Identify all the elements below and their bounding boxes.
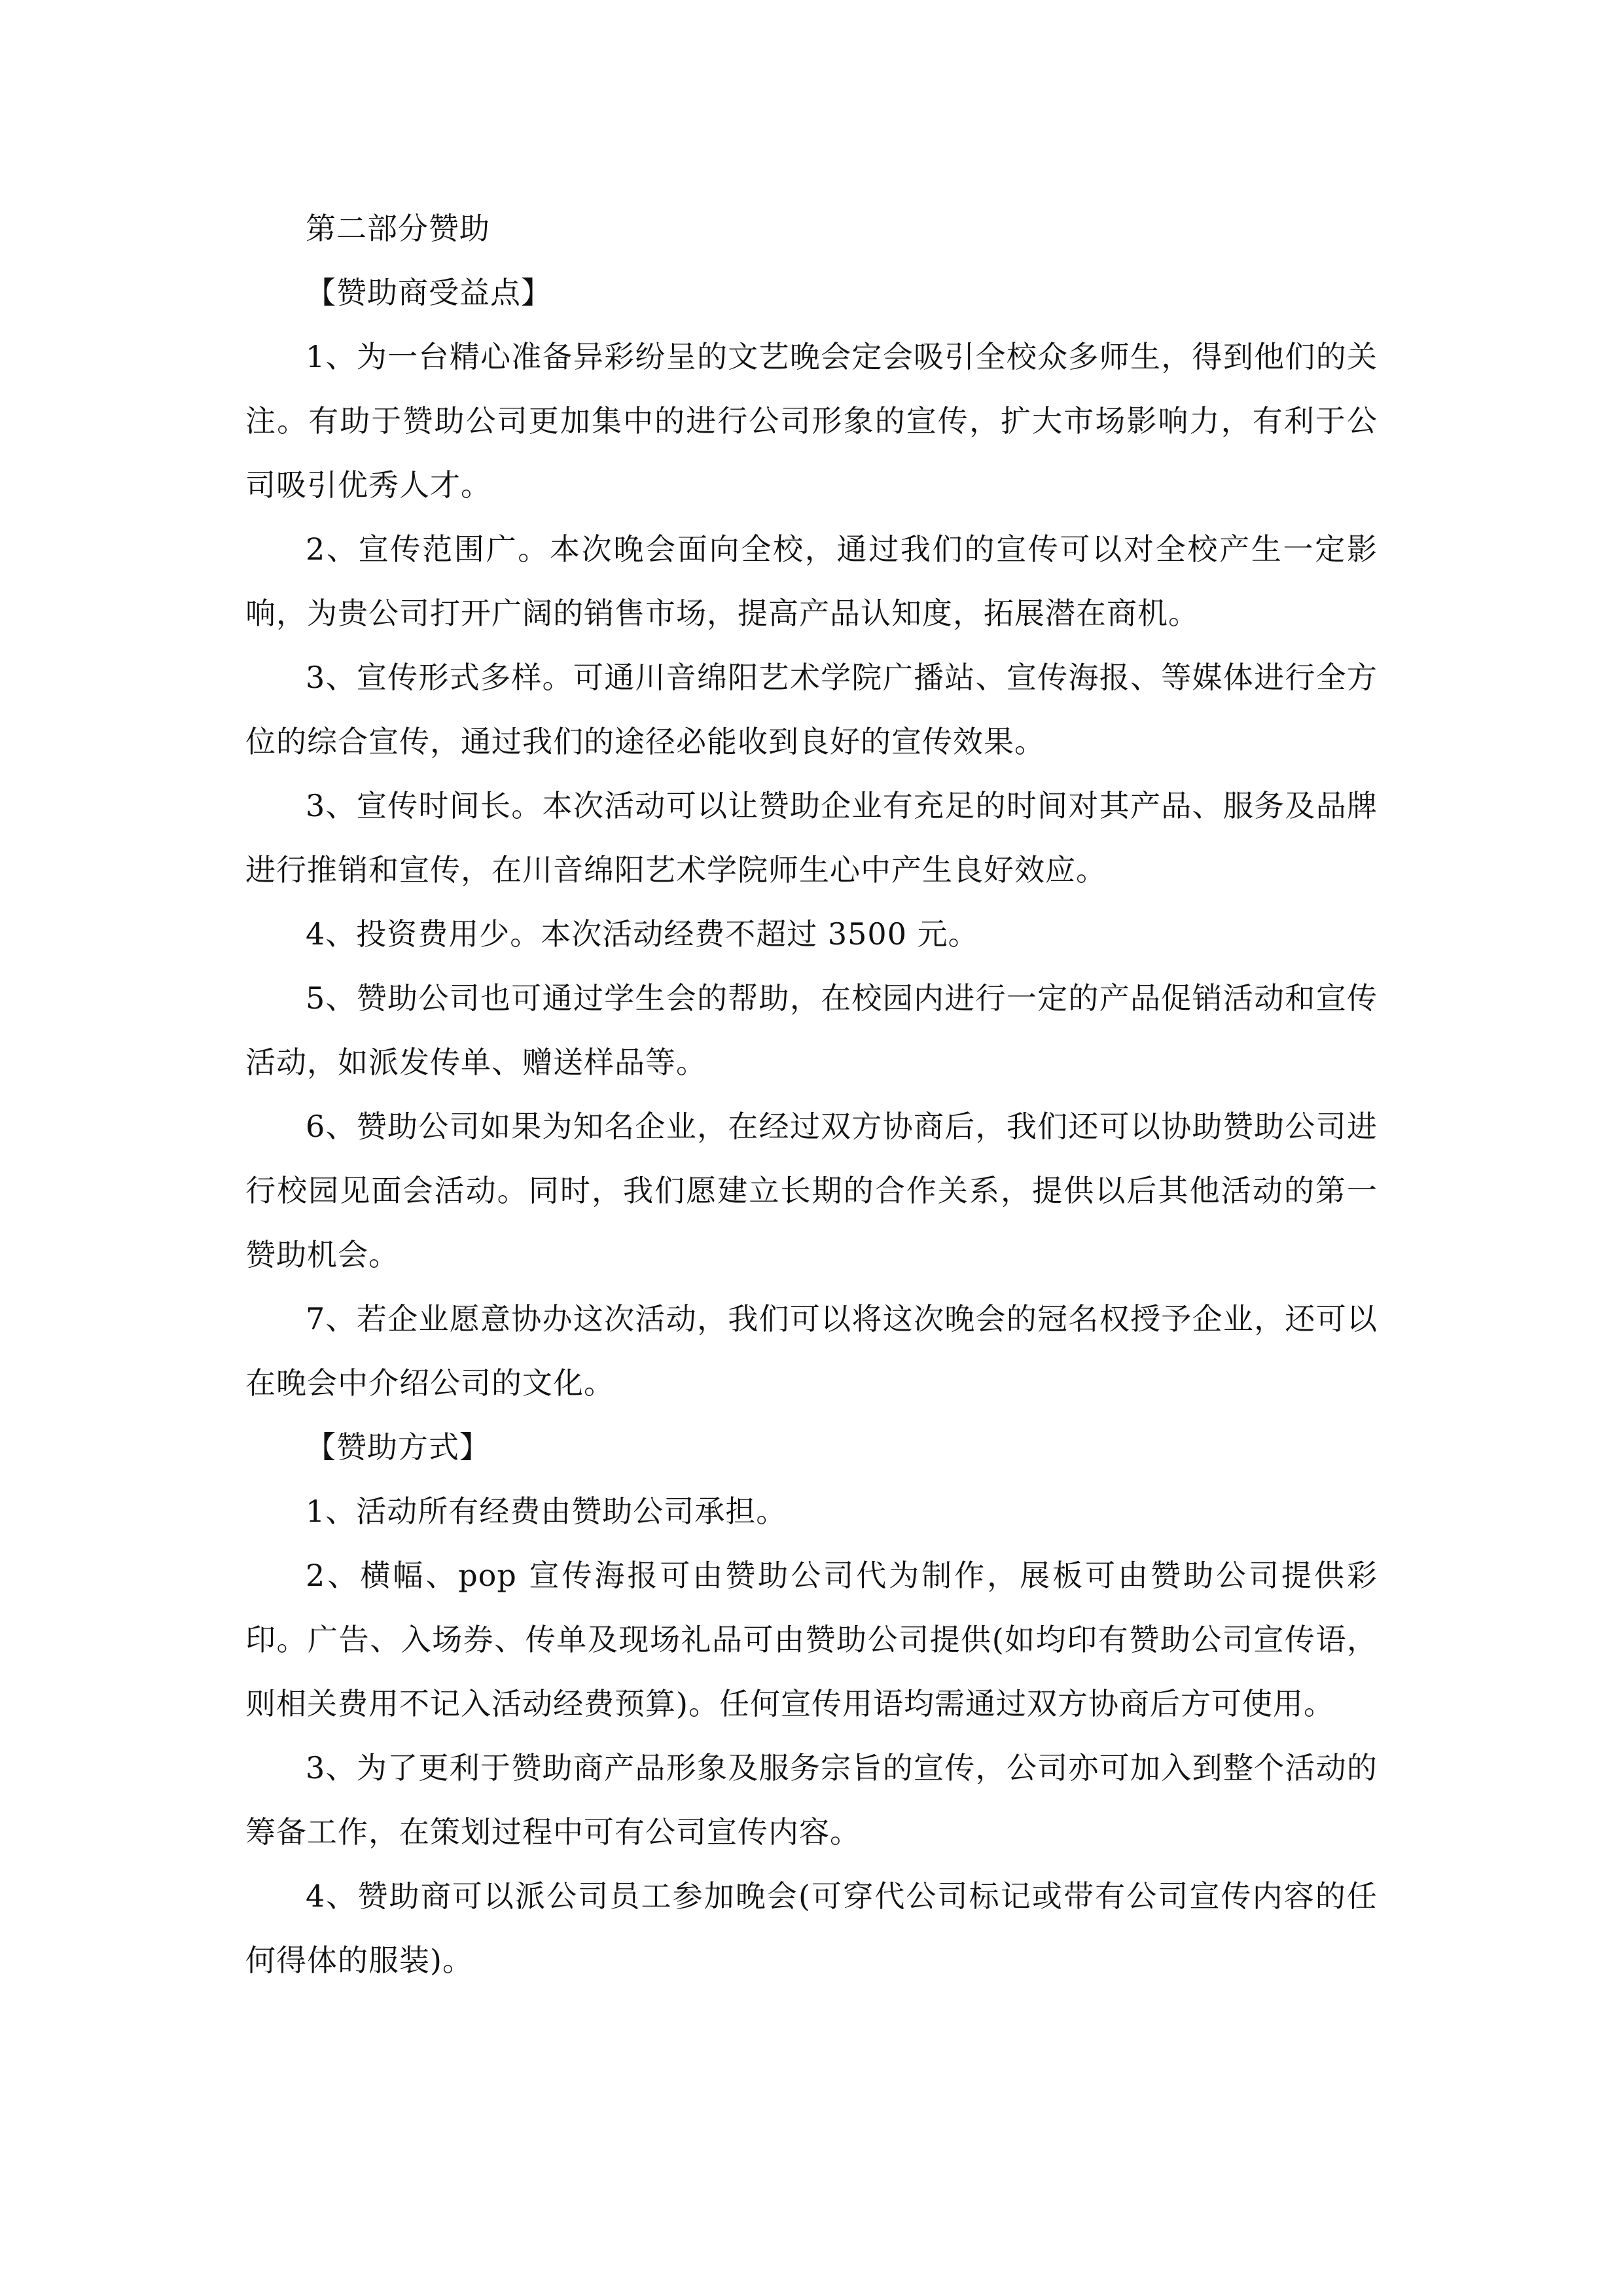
- benefit-item-1: 1、为一台精心准备异彩纷呈的文艺晚会定会吸引全校众多师生，得到他们的关注。有助于赞助公司更加集中的进行公司形象的宣传，扩大市场影响力，有利于公司吸引优秀人才。: [245, 339, 1378, 503]
- benefit-item-2: 2、宣传范围广。本次晚会面向全校，通过我们的宣传可以对全校产生一定影响，为贵公司打开广阔的销售市场，提高产品认知度，拓展潜在商机。: [245, 531, 1378, 631]
- benefit-item-5: 4、投资费用少。本次活动经费不超过 3500 元。: [306, 916, 979, 952]
- methods-title: 【赞助方式】: [306, 1429, 490, 1465]
- method-item-1: 1、活动所有经费由赞助公司承担。: [306, 1494, 787, 1529]
- benefit-item-8: 7、若企业愿意协办这次活动，我们可以将这次晚会的冠名权授予企业，还可以在晚会中介绍公司的文化。: [245, 1301, 1378, 1401]
- benefit-item-6: 5、赞助公司也可通过学生会的帮助，在校园内进行一定的产品促销活动和宣传活动，如派发传单、赠送样品等。: [245, 980, 1378, 1080]
- section-heading: 第二部分赞助: [306, 211, 490, 246]
- benefit-item-4: 3、宣传时间长。本次活动可以让赞助企业有充足的时间对其产品、服务及品牌进行推销和宣传，在川音绵阳艺术学院师生心中产生良好效应。: [245, 788, 1378, 888]
- method-item-4: 4、赞助商可以派公司员工参加晚会(可穿代公司标记或带有公司宣传内容的任何得体的服装)。: [245, 1878, 1378, 1978]
- method-item-2: 2、横幅、pop 宣传海报可由赞助公司代为制作，展板可由赞助公司提供彩印。广告、入场券、传单及现场礼品可由赞助公司提供(如均印有赞助公司宣传语，则相关费用不记入活动经费预算)。任何宣传用语均需通过双方协商后方可使用。: [245, 1558, 1378, 1721]
- benefits-title: 【赞助商受益点】: [306, 275, 552, 310]
- benefit-item-7: 6、赞助公司如果为知名企业，在经过双方协商后，我们还可以协助赞助公司进行校园见面会活动。同时，我们愿建立长期的合作关系，提供以后其他活动的第一赞助机会。: [245, 1109, 1378, 1272]
- benefit-item-3: 3、宣传形式多样。可通川音绵阳艺术学院广播站、宣传海报、等媒体进行全方位的综合宣传，通过我们的途径必能收到良好的宣传效果。: [245, 660, 1378, 759]
- method-item-3: 3、为了更利于赞助商产品形象及服务宗旨的宣传，公司亦可加入到整个活动的筹备工作，在策划过程中可有公司宣传内容。: [245, 1750, 1378, 1850]
- document-body: [245, 196, 1378, 1992]
